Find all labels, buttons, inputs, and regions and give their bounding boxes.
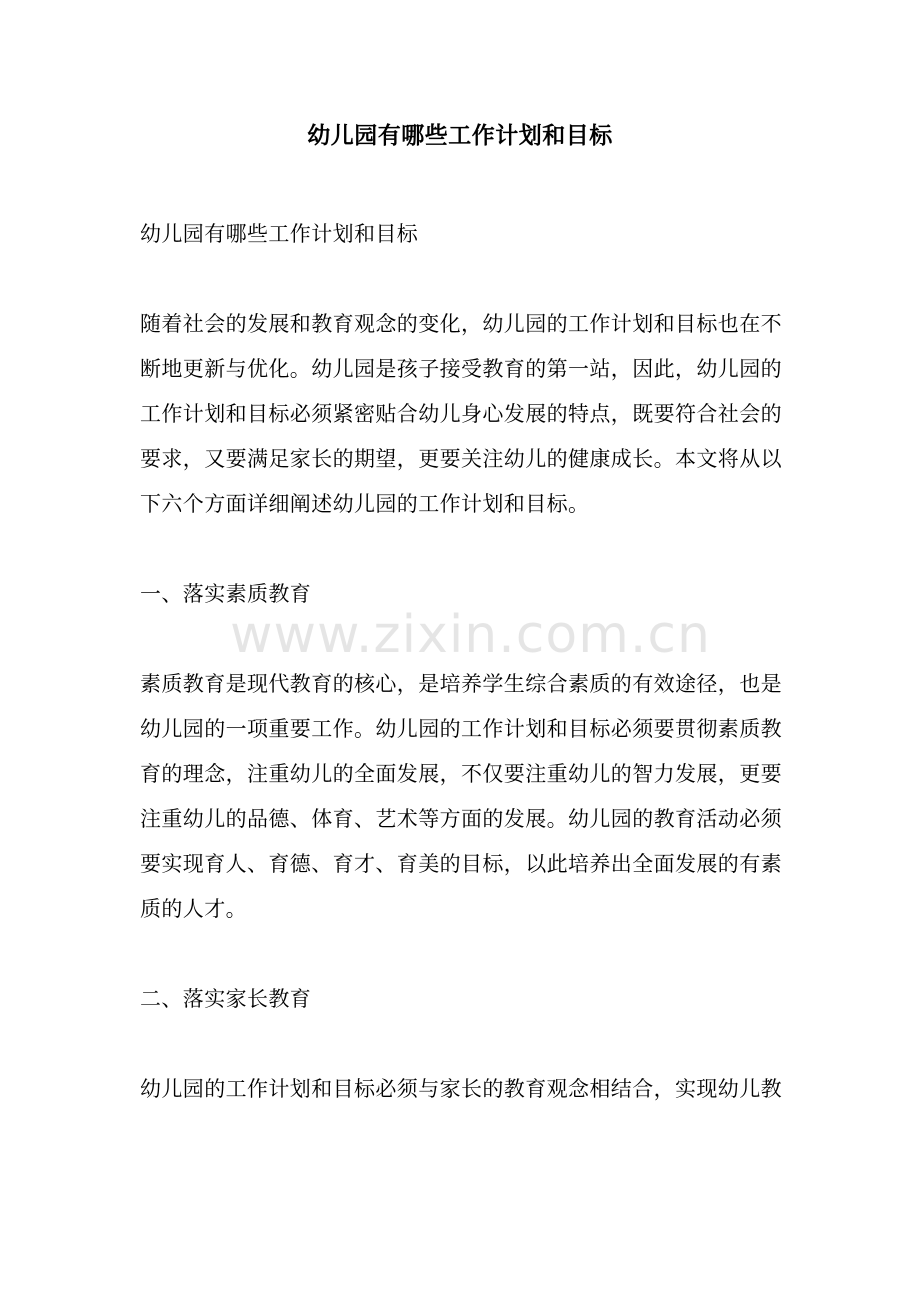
document-body: [140, 212, 782, 1112]
document-title: 幼儿园有哪些工作计划和目标: [307, 122, 613, 149]
document-subtitle: 幼儿园有哪些工作计划和目标: [140, 222, 419, 246]
intro-paragraph: 随着社会的发展和教育观念的变化，幼儿园的工作计划和目标也在不断地更新与优化。幼儿园是孩子接受教育的第一站，因此，幼儿园的工作计划和目标必须紧密贴合幼儿身心发展的特点，既要符合社会的要求，又要满足家长的期望，更要关注幼儿的健康成长。本文将从以下六个方面详细阐述幼儿园的工作计划和目标。: [140, 312, 782, 516]
section-heading-2: 二、落实家长教育: [140, 987, 312, 1011]
section-paragraph-1: 素质教育是现代教育的核心，是培养学生综合素质的有效途径，也是幼儿园的一项重要工作。幼儿园的工作计划和目标必须要贯彻素质教育的理念，注重幼儿的全面发展，不仅要注重幼儿的智力发展，更要注重幼儿的品德、体育、艺术等方面的发展。幼儿园的教育活动必须要实现育人、育德、育才、育美的目标，以此培养出全面发展的有素质的人才。: [140, 672, 782, 921]
section-paragraph-2: 幼儿园的工作计划和目标必须与家长的教育观念相结合，实现幼儿教: [140, 1077, 782, 1101]
watermark: www.zixin.com.cn: [230, 605, 711, 665]
section-heading-1: 一、落实素质教育: [140, 582, 312, 606]
